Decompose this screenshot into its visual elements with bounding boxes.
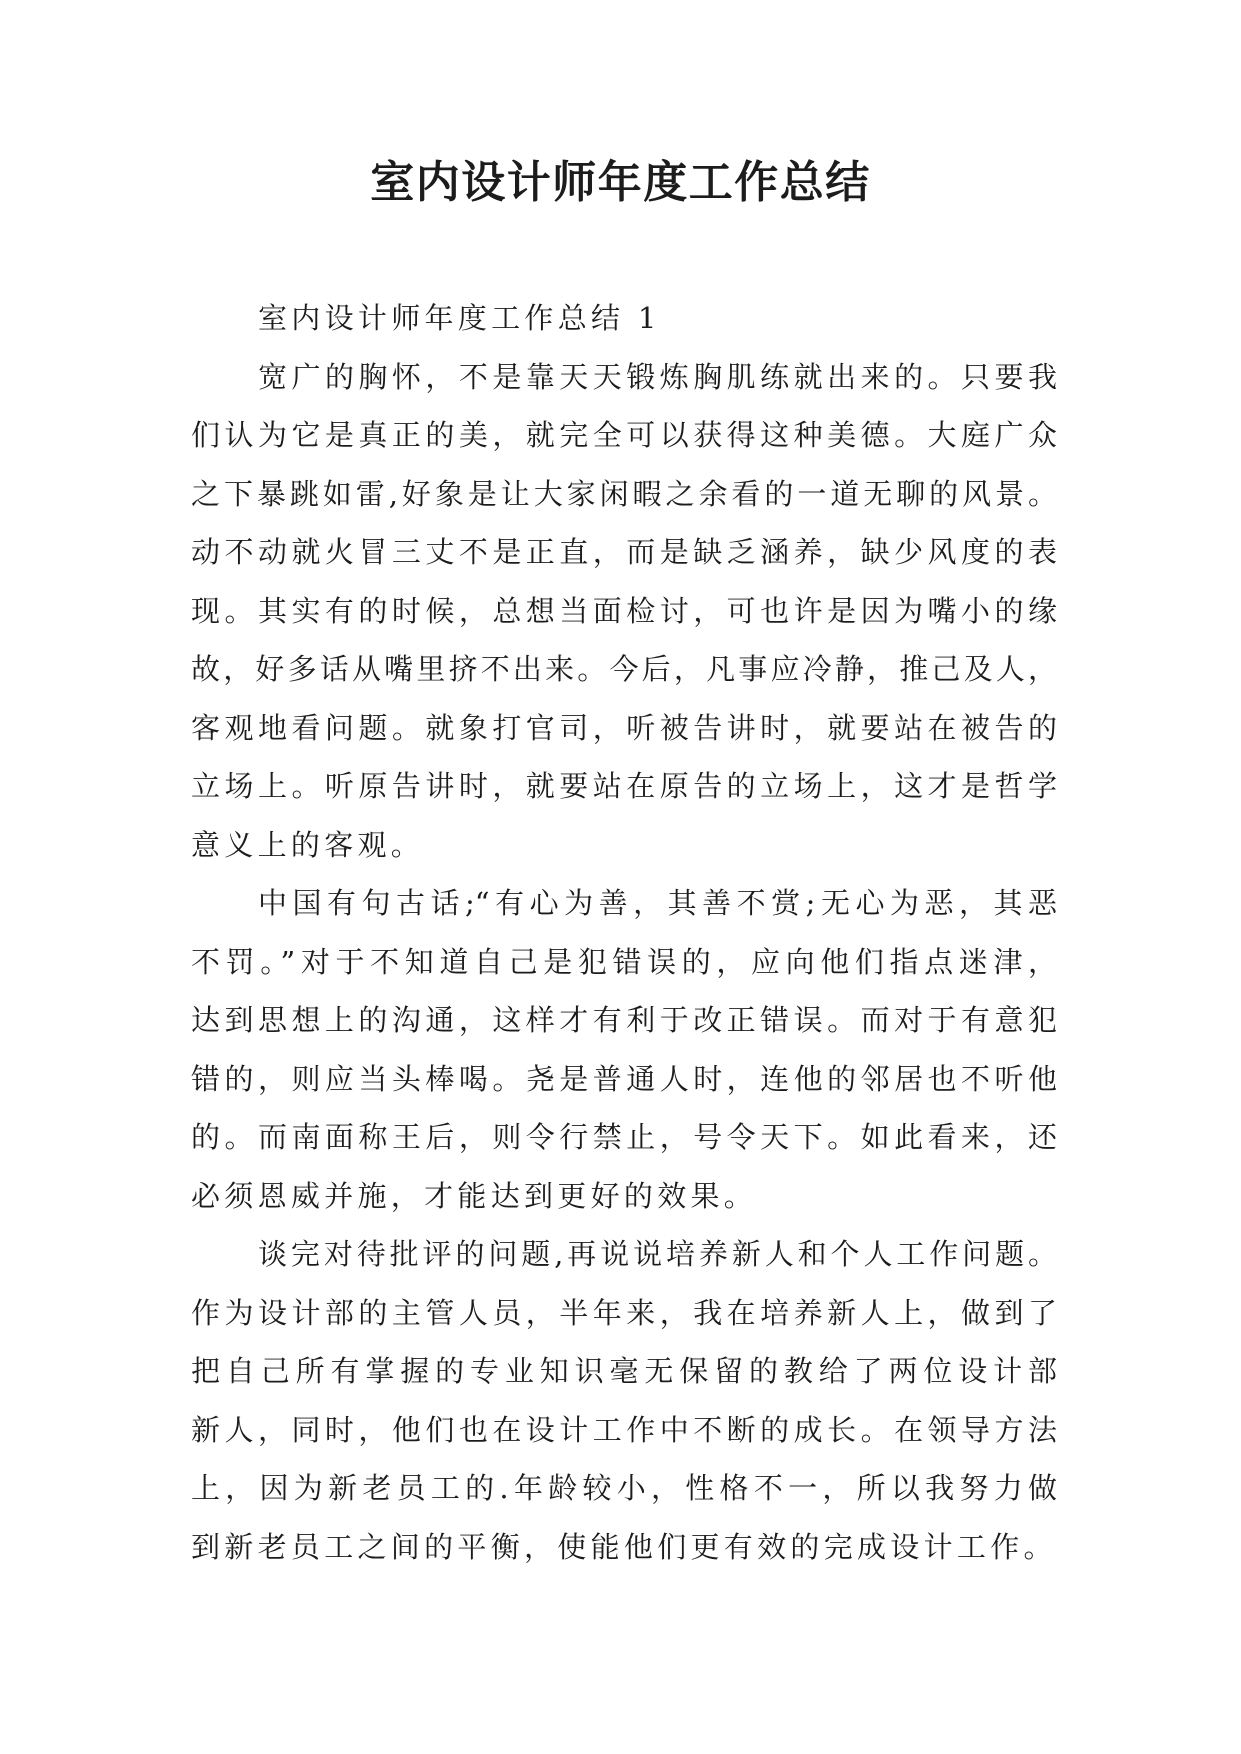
document-body (191, 289, 1057, 1576)
body-paragraph (191, 1225, 1057, 1576)
paragraph-line: 之下暴跳如雷,好象是让大家闲暇之余看的一道无聊的风景。 (191, 476, 1057, 511)
section-heading-paragraph (191, 289, 1057, 348)
paragraph-line: 到新老员工之间的平衡，使能他们更有效的完成设计工作。 (191, 1529, 1057, 1564)
paragraph-line: 立场上。听原告讲时，就要站在原告的立场上，这才是哲学 (191, 769, 1057, 803)
paragraph-line: 中国有句古话;“有心为善，其善不赏;无心为恶，其恶 (258, 886, 1057, 920)
paragraph-line: 故，好多话从嘴里挤不出来。今后，凡事应冷静，推己及人， (191, 652, 1057, 686)
paragraph-line: 宽广的胸怀，不是靠天天锻炼胸肌练就出来的。只要我 (258, 359, 1057, 394)
paragraph-line: 现。其实有的时候，总想当面检讨，可也许是因为嘴小的缘 (191, 593, 1057, 628)
paragraph-line: 把自己所有掌握的专业知识毫无保留的教给了两位设计部 (191, 1354, 1057, 1388)
paragraph-line: 意义上的客观。 (191, 827, 425, 862)
paragraph-line: 上，因为新老员工的.年龄较小，性格不一，所以我努力做 (191, 1471, 1057, 1505)
paragraph-line: 不罚。”对于不知道自己是犯错误的，应向他们指点迷津， (191, 944, 1057, 979)
body-paragraph (191, 348, 1057, 875)
section-heading: 室内设计师年度工作总结 1 (258, 301, 661, 335)
paragraph-line: 达到思想上的沟通，这样才有利于改正错误。而对于有意犯 (191, 1003, 1057, 1037)
paragraph-line: 们认为它是真正的美，就完全可以获得这种美德。大庭广众 (191, 418, 1057, 452)
document-title: 室内设计师年度工作总结 (370, 157, 871, 208)
paragraph-line: 客观地看问题。就象打官司，听被告讲时，就要站在被告的 (191, 710, 1057, 745)
paragraph-line: 必须恩威并施，才能达到更好的效果。 (191, 1178, 758, 1213)
paragraph-line: 新人，同时，他们也在设计工作中不断的成长。在领导方法 (191, 1412, 1057, 1447)
paragraph-line: 的。而南面称王后，则令行禁止，号令天下。如此看来，还 (191, 1120, 1057, 1154)
body-paragraph (191, 874, 1057, 1225)
paragraph-line: 动不动就火冒三丈不是正直，而是缺乏涵养，缺少风度的表 (191, 535, 1057, 569)
paragraph-line: 作为设计部的主管人员，半年来，我在培养新人上，做到了 (191, 1295, 1057, 1330)
paragraph-line: 错的，则应当头棒喝。尧是普通人时，连他的邻居也不听他 (191, 1061, 1057, 1096)
paragraph-line: 谈完对待批评的问题,再说说培养新人和个人工作问题。 (258, 1237, 1057, 1271)
